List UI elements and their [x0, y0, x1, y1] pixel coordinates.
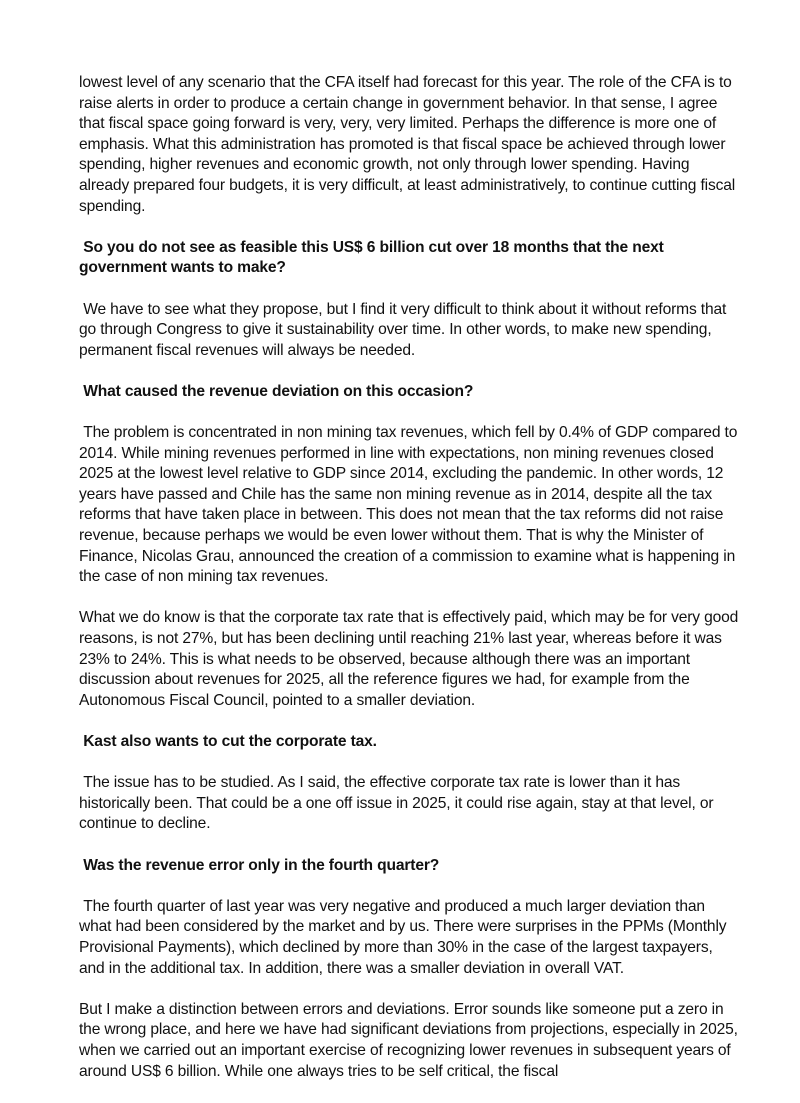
answer-paragraph: What we do know is that the corporate tax rate that is effectively paid, which may be for very good reasons, is not 27%, but has been declining until reaching 21% last year, whereas before it was 23% to 24%. This is what needs to be observed, because although there was an important discussion about revenues for 2025, all the reference figures we had, for example from the Autonomous Fiscal Council, pointed to a smaller deviation.	[79, 609, 743, 709]
interview-question: Kast also wants to cut the corporate tax.	[79, 733, 377, 750]
answer-paragraph: But I make a distinction between errors and deviations. Error sounds like someone put a zero in the wrong place, and here we have had significant deviations from projections, especially in 2025, when we carried out an important exercise of recognizing lower revenues in subsequent years of around US$ 6 billion. While one always tries to be self critical, the fiscal	[79, 1000, 743, 1080]
answer-paragraph: lowest level of any scenario that the CFA itself had forecast for this year. The role of the CFA is to raise alerts in order to produce a certain change in government behavior. In that sense, I agree that fiscal space going forward is very, very, very limited. Perhaps the difference is more one of emphasis. What this administration has promoted is that fiscal space be achieved through lower spending, higher revenues and economic growth, not only through lower spending. Having already prepared four budgets, it is very difficult, at least administratively, to continue cutting fiscal spending.	[79, 74, 740, 215]
interview-question: What caused the revenue deviation on this occasion?	[79, 382, 474, 400]
interview-question: So you do not see as feasible this US$ 6 billion cut over 18 months that the next government wants to make?	[79, 238, 668, 277]
answer-paragraph: We have to see what they propose, but I find it very difficult to think about it without reforms that go through Congress to give it sustainability over time. In other words, to make new spending, permanent fiscal revenues will always be needed.	[79, 300, 731, 359]
interview-question: Was the revenue error only in the fourth quarter?	[79, 856, 440, 874]
answer-paragraph: The issue has to be studied. As I said, the effective corporate tax rate is lower than it has historically been. That could be a one off issue in 2025, it could rise again, stay at that level, or continue to decline.	[79, 774, 718, 833]
document-page	[79, 73, 743, 1103]
answer-paragraph: The problem is concentrated in non mining tax revenues, which fell by 0.4% of GDP compared to 2014. While mining revenues performed in line with expectations, non mining revenues closed 2025 at the lowest level relative to GDP since 2014, excluding the pandemic. In other words, 12 years have passed and Chile has the same non mining revenue as in 2014, despite all the tax reforms that have taken place in between. This does not mean that the tax reforms did not raise revenue, because perhaps we would be even lower without them. That is why the Minister of Finance, Nicolas Grau, announced the creation of a commission to examine what is happening in the case of non mining tax revenues.	[79, 424, 742, 586]
answer-paragraph: The fourth quarter of last year was very negative and produced a much larger deviation than what had been considered by the market and by us. There were surprises in the PPMs (Monthly Provisional Payments), which declined by more than 30% in the case of the largest taxpayers, and in the additional tax. In addition, there was a smaller deviation in overall VAT.	[79, 897, 731, 977]
